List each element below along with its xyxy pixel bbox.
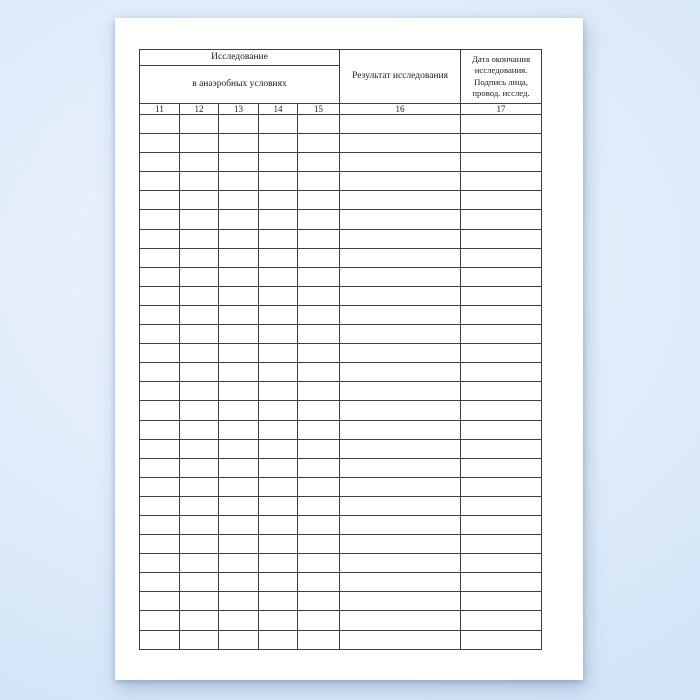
empty-cell	[298, 191, 340, 210]
empty-cell	[340, 210, 461, 229]
empty-cell	[180, 401, 219, 420]
table-row	[140, 477, 542, 496]
empty-cell	[219, 439, 259, 458]
document-page	[115, 18, 583, 680]
empty-cell	[461, 344, 542, 363]
empty-cell	[461, 573, 542, 592]
empty-cell	[180, 210, 219, 229]
empty-cell	[140, 382, 180, 401]
table-row	[140, 229, 542, 248]
empty-cell	[340, 401, 461, 420]
empty-cell	[219, 344, 259, 363]
empty-cell	[340, 515, 461, 534]
empty-cell	[180, 286, 219, 305]
column-number-cell: 15	[298, 104, 340, 115]
empty-cell	[219, 153, 259, 172]
empty-cell	[259, 229, 298, 248]
empty-cell	[219, 305, 259, 324]
empty-cell	[140, 630, 180, 649]
empty-cell	[140, 325, 180, 344]
table-row	[140, 325, 542, 344]
empty-cell	[259, 496, 298, 515]
empty-cell	[298, 573, 340, 592]
empty-cell	[298, 210, 340, 229]
empty-cell	[298, 286, 340, 305]
empty-cell	[340, 554, 461, 573]
empty-cell	[259, 325, 298, 344]
empty-cell	[259, 439, 298, 458]
table-row	[140, 420, 542, 439]
empty-cell	[340, 172, 461, 191]
empty-cell	[219, 573, 259, 592]
empty-cell	[140, 134, 180, 153]
empty-cell	[259, 115, 298, 134]
table-row	[140, 401, 542, 420]
empty-cell	[140, 172, 180, 191]
table-body	[140, 115, 542, 650]
empty-cell	[259, 305, 298, 324]
table-row	[140, 554, 542, 573]
empty-cell	[140, 363, 180, 382]
empty-cell	[219, 115, 259, 134]
header-cell-anaerobic-conditions: в анаэробных условиях	[140, 66, 340, 104]
empty-cell	[259, 535, 298, 554]
empty-cell	[140, 554, 180, 573]
table-row	[140, 248, 542, 267]
empty-cell	[259, 401, 298, 420]
empty-cell	[140, 344, 180, 363]
table-row	[140, 592, 542, 611]
empty-cell	[461, 515, 542, 534]
empty-cell	[219, 401, 259, 420]
empty-cell	[259, 286, 298, 305]
empty-cell	[340, 573, 461, 592]
empty-cell	[180, 496, 219, 515]
table-row	[140, 496, 542, 515]
empty-cell	[140, 248, 180, 267]
table-row	[140, 267, 542, 286]
empty-cell	[340, 535, 461, 554]
empty-cell	[298, 363, 340, 382]
column-numbers-row	[140, 104, 542, 115]
empty-cell	[140, 477, 180, 496]
empty-cell	[180, 630, 219, 649]
empty-cell	[180, 573, 219, 592]
empty-cell	[340, 305, 461, 324]
empty-cell	[340, 592, 461, 611]
empty-cell	[219, 592, 259, 611]
empty-cell	[298, 267, 340, 286]
empty-cell	[140, 420, 180, 439]
empty-cell	[461, 210, 542, 229]
empty-cell	[259, 573, 298, 592]
empty-cell	[219, 325, 259, 344]
empty-cell	[180, 229, 219, 248]
empty-cell	[219, 248, 259, 267]
empty-cell	[340, 229, 461, 248]
empty-cell	[340, 477, 461, 496]
empty-cell	[259, 592, 298, 611]
empty-cell	[180, 134, 219, 153]
table-row	[140, 286, 542, 305]
empty-cell	[298, 477, 340, 496]
empty-cell	[461, 363, 542, 382]
empty-cell	[140, 573, 180, 592]
empty-cell	[298, 248, 340, 267]
empty-cell	[340, 630, 461, 649]
empty-cell	[340, 248, 461, 267]
empty-cell	[298, 382, 340, 401]
empty-cell	[340, 611, 461, 630]
empty-cell	[340, 286, 461, 305]
empty-cell	[180, 382, 219, 401]
empty-cell	[461, 439, 542, 458]
empty-cell	[461, 630, 542, 649]
empty-cell	[461, 592, 542, 611]
empty-cell	[340, 496, 461, 515]
table-row	[140, 191, 542, 210]
empty-cell	[180, 248, 219, 267]
header-cell-completion-date-signature: Дата окончания исследования. Подпись лица, провод. исслед.	[461, 50, 542, 104]
empty-cell	[298, 344, 340, 363]
empty-cell	[340, 191, 461, 210]
empty-cell	[219, 229, 259, 248]
empty-cell	[140, 401, 180, 420]
table-row	[140, 630, 542, 649]
header-cell-research: Исследование	[140, 50, 340, 66]
table-row	[140, 573, 542, 592]
empty-cell	[259, 382, 298, 401]
empty-cell	[219, 363, 259, 382]
empty-cell	[180, 153, 219, 172]
empty-cell	[180, 477, 219, 496]
empty-cell	[140, 611, 180, 630]
empty-cell	[461, 496, 542, 515]
empty-cell	[219, 267, 259, 286]
empty-cell	[259, 344, 298, 363]
empty-cell	[298, 172, 340, 191]
empty-cell	[298, 401, 340, 420]
empty-cell	[180, 515, 219, 534]
empty-cell	[140, 515, 180, 534]
table-row	[140, 305, 542, 324]
empty-cell	[298, 535, 340, 554]
research-journal-table	[139, 49, 542, 650]
empty-cell	[219, 382, 259, 401]
empty-cell	[461, 611, 542, 630]
empty-cell	[140, 210, 180, 229]
empty-cell	[140, 305, 180, 324]
empty-cell	[461, 382, 542, 401]
empty-cell	[298, 305, 340, 324]
empty-cell	[140, 115, 180, 134]
empty-cell	[461, 153, 542, 172]
empty-cell	[219, 611, 259, 630]
empty-cell	[140, 458, 180, 477]
table-row	[140, 153, 542, 172]
empty-cell	[461, 554, 542, 573]
empty-cell	[180, 172, 219, 191]
empty-cell	[340, 153, 461, 172]
empty-cell	[259, 630, 298, 649]
empty-cell	[259, 477, 298, 496]
table-row	[140, 439, 542, 458]
empty-cell	[219, 191, 259, 210]
empty-cell	[140, 229, 180, 248]
empty-cell	[140, 153, 180, 172]
empty-cell	[298, 515, 340, 534]
empty-cell	[461, 325, 542, 344]
empty-cell	[340, 344, 461, 363]
empty-cell	[461, 267, 542, 286]
empty-cell	[219, 535, 259, 554]
empty-cell	[259, 458, 298, 477]
empty-cell	[259, 554, 298, 573]
empty-cell	[180, 458, 219, 477]
empty-cell	[461, 134, 542, 153]
empty-cell	[219, 630, 259, 649]
empty-cell	[180, 439, 219, 458]
empty-cell	[340, 115, 461, 134]
table-row	[140, 210, 542, 229]
empty-cell	[298, 115, 340, 134]
column-number-cell: 14	[259, 104, 298, 115]
empty-cell	[180, 115, 219, 134]
table-row	[140, 363, 542, 382]
empty-cell	[180, 363, 219, 382]
empty-cell	[340, 267, 461, 286]
empty-cell	[180, 554, 219, 573]
empty-cell	[340, 134, 461, 153]
empty-cell	[298, 134, 340, 153]
table-row	[140, 172, 542, 191]
empty-cell	[340, 325, 461, 344]
empty-cell	[259, 172, 298, 191]
column-number-cell: 13	[219, 104, 259, 115]
empty-cell	[259, 134, 298, 153]
empty-cell	[180, 535, 219, 554]
empty-cell	[298, 630, 340, 649]
table-row	[140, 515, 542, 534]
empty-cell	[298, 229, 340, 248]
empty-cell	[259, 210, 298, 229]
empty-cell	[259, 267, 298, 286]
empty-cell	[219, 496, 259, 515]
empty-cell	[461, 172, 542, 191]
empty-cell	[461, 535, 542, 554]
empty-cell	[219, 477, 259, 496]
empty-cell	[340, 382, 461, 401]
empty-cell	[219, 420, 259, 439]
empty-cell	[180, 267, 219, 286]
empty-cell	[461, 229, 542, 248]
empty-cell	[180, 325, 219, 344]
empty-cell	[140, 191, 180, 210]
column-number-cell: 11	[140, 104, 180, 115]
empty-cell	[180, 305, 219, 324]
empty-cell	[298, 420, 340, 439]
table-row	[140, 134, 542, 153]
table-row	[140, 458, 542, 477]
empty-cell	[340, 439, 461, 458]
empty-cell	[219, 172, 259, 191]
empty-cell	[180, 191, 219, 210]
empty-cell	[140, 439, 180, 458]
empty-cell	[461, 191, 542, 210]
table-row	[140, 382, 542, 401]
empty-cell	[180, 611, 219, 630]
empty-cell	[140, 496, 180, 515]
empty-cell	[461, 115, 542, 134]
empty-cell	[298, 458, 340, 477]
empty-cell	[340, 458, 461, 477]
empty-cell	[259, 191, 298, 210]
empty-cell	[298, 439, 340, 458]
empty-cell	[340, 363, 461, 382]
empty-cell	[259, 153, 298, 172]
header-row-group	[140, 50, 542, 66]
empty-cell	[259, 363, 298, 382]
empty-cell	[298, 496, 340, 515]
empty-cell	[461, 248, 542, 267]
empty-cell	[259, 611, 298, 630]
empty-cell	[461, 286, 542, 305]
empty-cell	[140, 535, 180, 554]
empty-cell	[140, 267, 180, 286]
empty-cell	[461, 305, 542, 324]
empty-cell	[219, 458, 259, 477]
empty-cell	[180, 420, 219, 439]
empty-cell	[461, 420, 542, 439]
empty-cell	[140, 592, 180, 611]
empty-cell	[180, 344, 219, 363]
column-number-cell: 16	[340, 104, 461, 115]
table-row	[140, 535, 542, 554]
empty-cell	[259, 420, 298, 439]
empty-cell	[461, 477, 542, 496]
empty-cell	[259, 515, 298, 534]
empty-cell	[180, 592, 219, 611]
empty-cell	[259, 248, 298, 267]
empty-cell	[461, 458, 542, 477]
empty-cell	[298, 554, 340, 573]
empty-cell	[219, 134, 259, 153]
empty-cell	[298, 592, 340, 611]
table-header	[140, 50, 542, 115]
empty-cell	[219, 286, 259, 305]
header-cell-result: Результат исследования	[340, 50, 461, 104]
column-number-cell: 17	[461, 104, 542, 115]
empty-cell	[298, 153, 340, 172]
empty-cell	[219, 515, 259, 534]
empty-cell	[298, 611, 340, 630]
table-row	[140, 344, 542, 363]
table-row	[140, 115, 542, 134]
empty-cell	[461, 401, 542, 420]
column-number-cell: 12	[180, 104, 219, 115]
table-row	[140, 611, 542, 630]
empty-cell	[219, 554, 259, 573]
empty-cell	[340, 420, 461, 439]
empty-cell	[219, 210, 259, 229]
empty-cell	[298, 325, 340, 344]
empty-cell	[140, 286, 180, 305]
